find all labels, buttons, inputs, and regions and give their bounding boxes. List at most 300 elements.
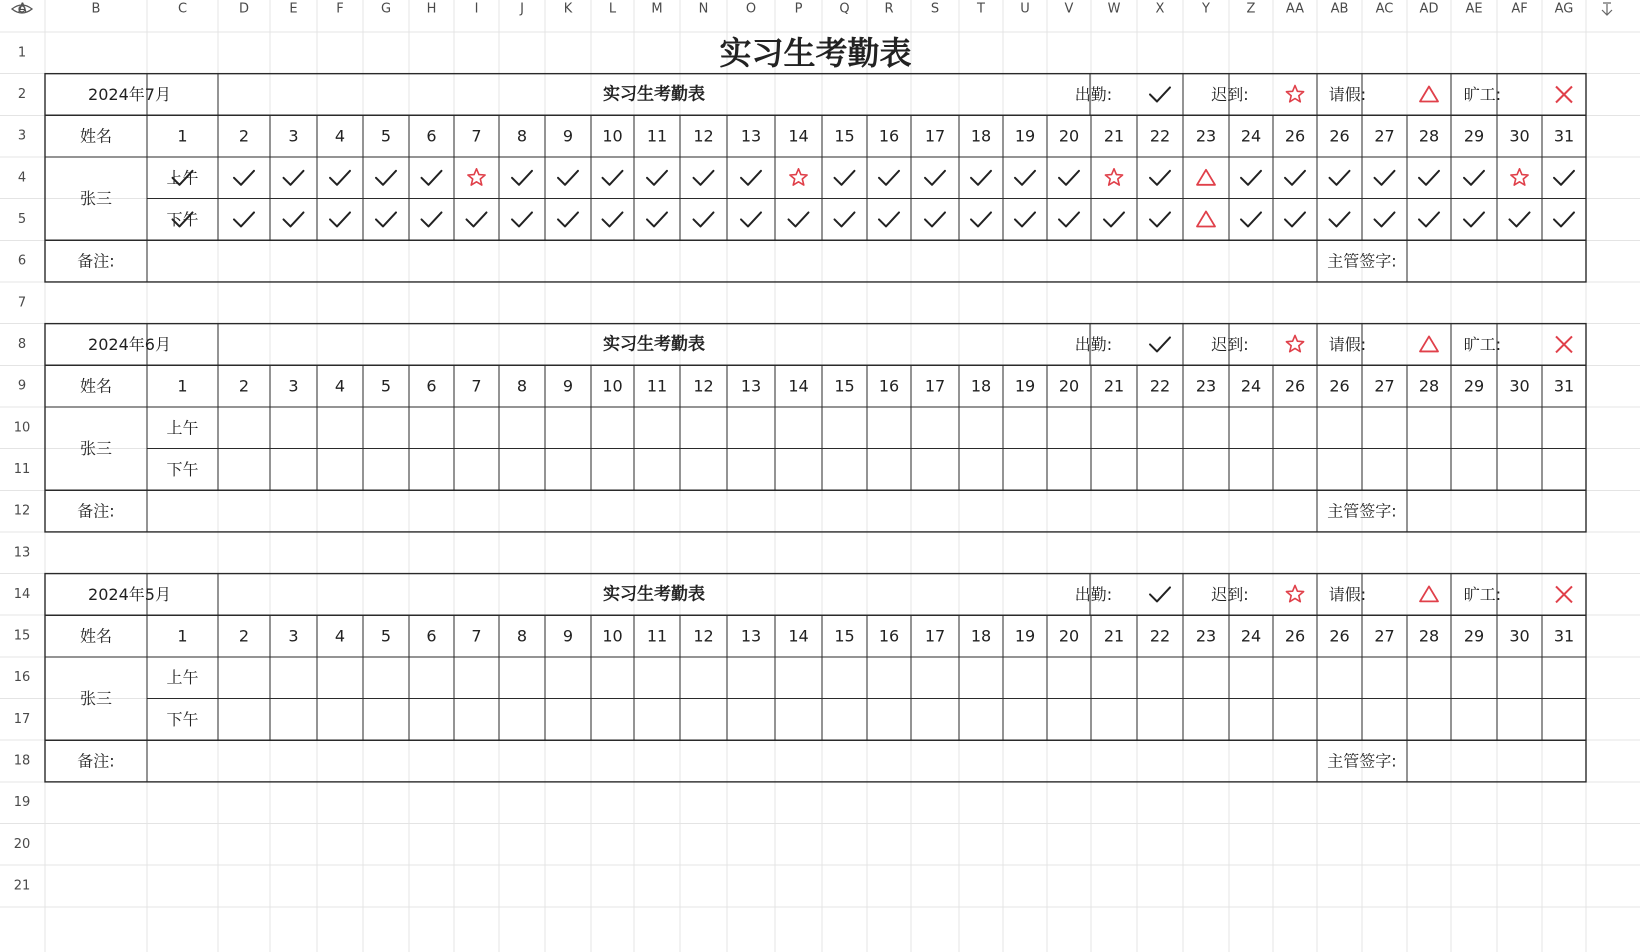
attendance-cell[interactable] [455,700,498,740]
attendance-cell[interactable] [148,408,217,448]
attendance-cell[interactable] [592,158,633,198]
attendance-cell[interactable] [868,158,910,198]
day-number: 12 [693,126,714,146]
attendance-cell[interactable] [410,658,453,698]
attendance-cell[interactable] [912,450,958,490]
day-number: 16 [878,376,900,396]
attendance-cell[interactable] [1318,158,1361,198]
row-header-2[interactable]: 2 [17,86,27,102]
attendance-cell[interactable] [364,158,408,198]
attendance-cell[interactable] [1048,700,1090,740]
attendance-cell[interactable] [681,700,726,740]
attendance-cell[interactable] [546,200,590,240]
attendance-cell[interactable] [635,158,679,198]
attendance-cell[interactable] [1184,700,1228,740]
attendance-cell[interactable] [728,450,774,490]
day-number: 23 [1195,626,1217,646]
attendance-cell[interactable] [728,658,774,698]
attendance-cell[interactable] [1543,658,1585,698]
attendance-cell[interactable] [219,658,269,698]
attendance-cell[interactable] [1408,450,1450,490]
attendance-cell[interactable] [823,200,866,240]
attendance-cell[interactable] [1363,408,1406,448]
attendance-cell[interactable] [1408,200,1450,240]
attendance-cell[interactable] [1138,158,1182,198]
attendance-cell[interactable] [776,158,821,198]
attendance-cell[interactable] [1274,158,1316,198]
day-number: 23 [1195,126,1217,146]
legend-leave-label: 请假: [1328,584,1367,604]
column-header-F[interactable]: F [336,1,344,17]
attendance-cell[interactable] [868,658,910,698]
attendance-cell[interactable] [1363,450,1406,490]
column-header-U[interactable]: U [1020,1,1030,17]
column-header-G[interactable]: G [380,1,392,17]
attendance-cell[interactable] [1543,158,1585,198]
day-number: 12 [693,376,714,396]
attendance-cell[interactable] [318,700,362,740]
attendance-cell[interactable] [1004,200,1046,240]
column-header-J[interactable]: J [520,1,524,17]
attendance-cell[interactable] [592,700,633,740]
attendance-cell[interactable] [271,200,316,240]
day-number: 2 [238,626,250,646]
attendance-cell[interactable] [1184,158,1228,198]
attendance-cell[interactable] [592,658,633,698]
day-number: 15 [834,376,855,396]
row-header-19[interactable]: 19 [13,795,31,811]
attendance-cell[interactable] [364,200,408,240]
day-number: 17 [924,626,946,646]
attendance-cell[interactable] [318,408,362,448]
column-header-R[interactable]: R [884,1,894,17]
row-header-4[interactable]: 4 [17,170,27,186]
day-number: 28 [1418,626,1440,646]
day-number: 1 [177,376,188,396]
attendance-cell[interactable] [455,200,498,240]
attendance-cell[interactable] [728,408,774,448]
attendance-cell[interactable] [1230,658,1272,698]
attendance-cell[interactable] [1184,658,1228,698]
attendance-cell[interactable] [1452,158,1496,198]
attendance-cell[interactable] [219,408,269,448]
triangle-icon [1420,86,1438,101]
column-header-D[interactable]: D [238,1,250,17]
attendance-cell[interactable] [960,408,1002,448]
column-header-Z[interactable]: Z [1246,1,1256,17]
attendance-cell[interactable] [776,408,821,448]
block-title: 实习生考勤表 [603,84,705,105]
legend-late-label: 迟到: [1211,584,1249,604]
attendance-cell[interactable] [868,408,910,448]
column-header-AA[interactable]: AA [1285,1,1305,17]
day-number: 2 [238,126,250,146]
attendance-cell[interactable] [1184,200,1228,240]
attendance-cell[interactable] [500,158,544,198]
attendance-cell[interactable] [635,408,679,448]
column-header-T[interactable]: T [977,1,985,17]
day-number: 31 [1553,626,1575,646]
day-number: 11 [646,626,668,646]
attendance-cell[interactable] [823,158,866,198]
attendance-cell[interactable] [776,700,821,740]
day-number: 7 [471,126,482,146]
attendance-cell[interactable] [410,200,453,240]
attendance-cell[interactable] [1363,158,1406,198]
day-number: 14 [788,376,809,396]
attendance-cell[interactable] [960,700,1002,740]
day-number: 16 [878,126,900,146]
attendance-cell[interactable] [776,658,821,698]
column-header-O[interactable]: O [745,1,757,17]
attendance-cell[interactable] [592,450,633,490]
attendance-cell[interactable] [1230,200,1272,240]
column-header-AC[interactable]: AC [1375,1,1394,17]
attendance-cell[interactable] [1274,200,1316,240]
attendance-cell[interactable] [500,700,544,740]
row-header-15[interactable]: 15 [13,628,31,644]
attendance-cell[interactable] [148,200,217,240]
day-number: 26 [1329,626,1350,646]
day-number: 30 [1509,376,1530,396]
attendance-cell[interactable] [823,658,866,698]
attendance-cell[interactable] [868,700,910,740]
employee-name: 张三 [79,689,113,709]
attendance-cell[interactable] [1184,408,1228,448]
attendance-cell[interactable] [410,408,453,448]
row-header-1[interactable]: 1 [17,45,27,61]
attendance-cell[interactable] [148,158,217,198]
attendance-cell[interactable] [912,658,958,698]
column-header-M[interactable]: M [651,1,663,17]
attendance-cell[interactable] [681,450,726,490]
day-number: 3 [288,126,299,146]
attendance-cell[interactable] [271,408,316,448]
attendance-cell[interactable] [776,200,821,240]
attendance-cell[interactable] [364,700,408,740]
attendance-cell[interactable] [912,408,958,448]
attendance-cell[interactable] [500,450,544,490]
remarks-cell[interactable] [148,241,1316,281]
column-header-Y[interactable]: Y [1202,1,1210,17]
attendance-cell[interactable] [1318,200,1361,240]
day-number: 23 [1195,376,1217,396]
attendance-cell[interactable] [592,200,633,240]
attendance-cell[interactable] [960,158,1002,198]
row-header-16[interactable]: 16 [13,670,31,686]
attendance-cell[interactable] [1452,200,1496,240]
row-header-8[interactable]: 8 [17,336,27,352]
column-header-I[interactable]: I [474,1,479,17]
column-header-X[interactable]: X [1155,1,1165,17]
attendance-cell[interactable] [1498,658,1541,698]
attendance-cell[interactable] [1498,408,1541,448]
column-header-K[interactable]: K [563,1,573,17]
supervisor-sign-cell[interactable] [1408,741,1585,781]
row-header-10[interactable]: 10 [13,420,31,436]
remarks-cell[interactable] [148,741,1316,781]
attendance-cell[interactable] [1184,450,1228,490]
attendance-cell[interactable] [1452,450,1496,490]
attendance-cell[interactable] [1230,700,1272,740]
attendance-cell[interactable] [1048,658,1090,698]
column-header-A[interactable]: A [18,1,27,17]
attendance-cell[interactable] [635,200,679,240]
attendance-cell[interactable] [1138,658,1182,698]
attendance-cell[interactable] [1048,200,1090,240]
attendance-cell[interactable] [1004,158,1046,198]
attendance-cell[interactable] [728,700,774,740]
day-number: 26 [1284,126,1306,146]
attendance-cell[interactable] [960,200,1002,240]
day-number: 13 [740,626,762,646]
column-header-E[interactable]: E [289,1,298,17]
attendance-cell[interactable] [635,700,679,740]
attendance-cell[interactable] [776,450,821,490]
check-icon [1150,87,1170,101]
attendance-cell[interactable] [364,408,408,448]
attendance-cell[interactable] [1363,200,1406,240]
attendance-cell[interactable] [500,200,544,240]
attendance-cell[interactable] [1274,700,1316,740]
column-header-Q[interactable]: Q [839,1,850,17]
attendance-cell[interactable] [1318,658,1361,698]
legend-leave-label: 请假: [1328,84,1367,104]
column-header-L[interactable]: L [608,1,617,17]
attendance-cell[interactable] [1274,408,1316,448]
day-number: 14 [788,626,809,646]
attendance-cell[interactable] [1318,700,1361,740]
day-number: 1 [177,626,188,646]
attendance-cell[interactable] [1543,200,1585,240]
attendance-cell[interactable] [681,158,726,198]
attendance-cell[interactable] [219,200,269,240]
row-header-20[interactable]: 20 [13,836,31,852]
attendance-cell[interactable] [455,450,498,490]
column-header-P[interactable]: P [794,1,803,17]
attendance-cell[interactable] [219,158,269,198]
attendance-cell[interactable] [271,450,316,490]
row-header-18[interactable]: 18 [13,753,31,769]
day-number: 5 [380,626,392,646]
attendance-cell[interactable] [500,408,544,448]
employee-name: 张三 [79,439,113,459]
attendance-cell[interactable] [1543,408,1585,448]
attendance-cell[interactable] [728,158,774,198]
attendance-cell[interactable] [1452,658,1496,698]
attendance-cell[interactable] [271,658,316,698]
attendance-cell[interactable] [1092,658,1136,698]
attendance-cell[interactable] [1092,408,1136,448]
attendance-cell[interactable] [318,658,362,698]
attendance-cell[interactable] [318,450,362,490]
row-header-5[interactable]: 5 [17,211,27,227]
block-title: 实习生考勤表 [603,584,705,605]
attendance-cell[interactable] [1408,658,1450,698]
attendance-cell[interactable] [1408,158,1450,198]
day-number: 26 [1284,626,1306,646]
attendance-cell[interactable] [1543,700,1585,740]
row-header-3[interactable]: 3 [17,128,27,144]
attendance-cell[interactable] [410,158,453,198]
attendance-cell[interactable] [728,200,774,240]
attendance-cell[interactable] [960,658,1002,698]
attendance-cell[interactable] [1498,700,1541,740]
column-header-H[interactable]: H [426,1,437,17]
attendance-cell[interactable] [546,450,590,490]
attendance-cell[interactable] [635,658,679,698]
attendance-cell[interactable] [912,700,958,740]
supervisor-sign-label: 主管签字: [1327,501,1397,521]
month-label: 2024年6月 [88,334,171,354]
name-header: 姓名 [79,126,113,146]
attendance-cell[interactable] [1092,158,1136,198]
attendance-cell[interactable] [1048,408,1090,448]
attendance-cell[interactable] [1138,200,1182,240]
column-header-W[interactable]: W [1107,1,1121,17]
legend-absent-label: 旷工: [1463,584,1502,604]
row-header-6[interactable]: 6 [17,253,27,269]
attendance-cell[interactable] [1498,158,1541,198]
attendance-cell[interactable] [546,658,590,698]
attendance-cell[interactable] [364,658,408,698]
day-number: 1 [177,126,188,146]
attendance-cell[interactable] [592,408,633,448]
attendance-cell[interactable] [681,408,726,448]
attendance-cell[interactable] [868,200,910,240]
attendance-cell[interactable] [1452,700,1496,740]
supervisor-sign-label: 主管签字: [1327,751,1397,771]
attendance-cell[interactable] [1004,450,1046,490]
attendance-cell[interactable] [1004,700,1046,740]
attendance-cell[interactable] [1408,408,1450,448]
attendance-cell[interactable] [318,158,362,198]
attendance-cell[interactable] [960,450,1002,490]
attendance-cell[interactable] [455,158,498,198]
attendance-cell[interactable] [318,200,362,240]
attendance-cell[interactable] [1092,700,1136,740]
column-header-AF[interactable]: AF [1511,1,1528,17]
column-header-AB[interactable]: AB [1330,1,1349,17]
day-number: 31 [1553,126,1575,146]
attendance-cell[interactable] [1004,408,1046,448]
day-number: 14 [788,126,809,146]
attendance-cell[interactable] [635,450,679,490]
attendance-cell[interactable] [546,700,590,740]
supervisor-sign-cell[interactable] [1408,241,1585,281]
attendance-cell[interactable] [823,408,866,448]
attendance-cell[interactable] [1230,408,1272,448]
row-header-13[interactable]: 13 [13,545,31,561]
attendance-cell[interactable] [1048,158,1090,198]
remarks-cell[interactable] [148,491,1316,531]
attendance-cell[interactable] [219,700,269,740]
row-header-14[interactable]: 14 [13,586,31,602]
day-number: 21 [1103,626,1125,646]
row-header-7[interactable]: 7 [17,295,27,311]
column-header-B[interactable]: B [91,1,101,17]
row-header-9[interactable]: 9 [17,378,27,394]
day-number: 30 [1509,126,1530,146]
attendance-cell[interactable] [271,700,316,740]
column-header-C[interactable]: C [177,1,188,17]
attendance-cell[interactable] [1363,700,1406,740]
column-header-AG[interactable]: AG [1554,1,1574,17]
attendance-cell[interactable] [1230,158,1272,198]
day-number: 29 [1463,376,1485,396]
attendance-cell[interactable] [912,200,958,240]
attendance-cell[interactable] [1318,450,1361,490]
day-number: 17 [924,376,946,396]
column-header-V[interactable]: V [1064,1,1074,17]
attendance-cell[interactable] [500,658,544,698]
attendance-cell[interactable] [1138,408,1182,448]
day-number: 18 [970,126,992,146]
collapse-arrow-icon[interactable] [1602,3,1612,15]
attendance-cell[interactable] [912,158,958,198]
attendance-cell[interactable] [1274,658,1316,698]
attendance-cell[interactable] [271,158,316,198]
attendance-cell[interactable] [1092,200,1136,240]
attendance-cell[interactable] [148,658,217,698]
day-number: 27 [1374,126,1395,146]
attendance-cell[interactable] [1408,700,1450,740]
supervisor-sign-cell[interactable] [1408,491,1585,531]
attendance-cell[interactable] [1092,450,1136,490]
attendance-cell[interactable] [1452,408,1496,448]
column-header-S[interactable]: S [930,1,940,17]
attendance-cell[interactable] [1498,450,1541,490]
attendance-cell[interactable] [1318,408,1361,448]
day-number: 17 [924,126,946,146]
attendance-cell[interactable] [364,450,408,490]
attendance-cell[interactable] [823,450,866,490]
row-header-17[interactable]: 17 [13,711,31,727]
row-header-21[interactable]: 21 [13,878,31,894]
attendance-cell[interactable] [1498,200,1541,240]
attendance-cell[interactable] [455,408,498,448]
attendance-cell[interactable] [868,450,910,490]
cross-icon [1556,86,1572,102]
attendance-cell[interactable] [1004,658,1046,698]
attendance-cell[interactable] [410,700,453,740]
column-header-AD[interactable]: AD [1419,1,1439,17]
attendance-cell[interactable] [1138,700,1182,740]
row-header-11[interactable]: 11 [13,461,31,477]
column-header-N[interactable]: N [698,1,709,17]
attendance-cell[interactable] [1230,450,1272,490]
attendance-cell[interactable] [1363,658,1406,698]
attendance-cell[interactable] [546,408,590,448]
row-header-12[interactable]: 12 [13,503,31,519]
triangle-icon [1420,336,1438,351]
attendance-cell[interactable] [1138,450,1182,490]
attendance-cell[interactable] [823,700,866,740]
attendance-cell[interactable] [410,450,453,490]
attendance-cell[interactable] [148,450,217,490]
attendance-cell[interactable] [148,700,217,740]
attendance-cell[interactable] [1274,450,1316,490]
attendance-cell[interactable] [1543,450,1585,490]
attendance-cell[interactable] [681,200,726,240]
attendance-cell[interactable] [219,450,269,490]
attendance-cell[interactable] [455,658,498,698]
column-header-AE[interactable]: AE [1465,1,1483,17]
legend-present-label: 出勤: [1074,334,1113,354]
attendance-cell[interactable] [546,158,590,198]
attendance-cell[interactable] [1048,450,1090,490]
attendance-cell[interactable] [681,658,726,698]
